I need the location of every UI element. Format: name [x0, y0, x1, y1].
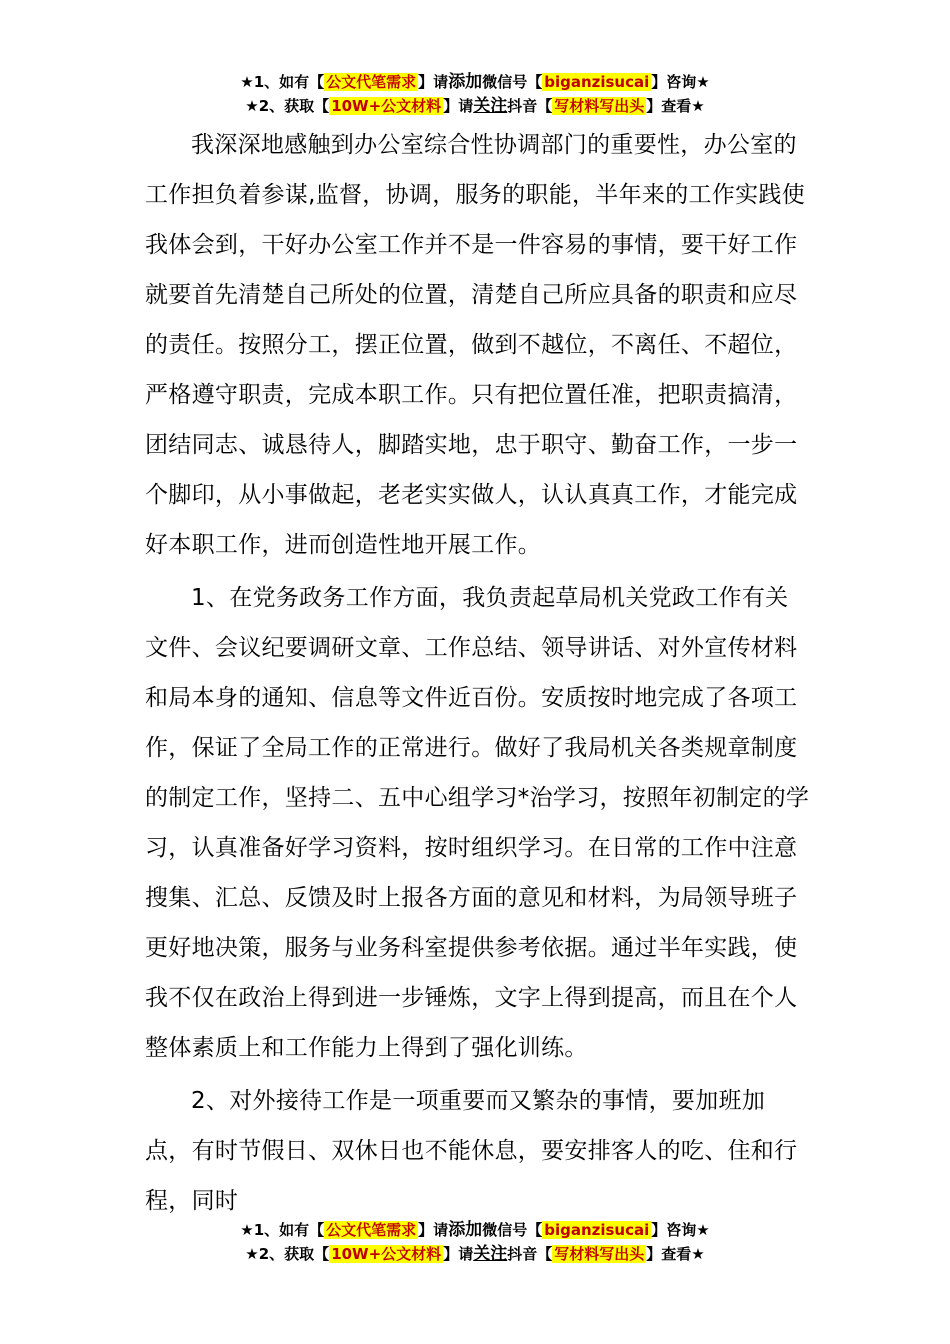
banner-text: 】请	[418, 73, 449, 91]
star-icon: ★	[691, 1245, 705, 1263]
highlight-text: 10W+公文材料	[331, 97, 442, 115]
banner-line-2	[0, 1242, 950, 1266]
banner-text: 】咨询	[651, 1221, 697, 1239]
star-icon: ★	[696, 1221, 710, 1239]
banner-text: 】请	[418, 1221, 449, 1239]
emphasis-text: 添加	[448, 72, 483, 92]
highlight-text: 公文代笔需求	[326, 73, 417, 91]
douyin-id: 写材料写出头	[554, 1245, 645, 1263]
star-icon: ★	[696, 73, 710, 91]
header-banner	[0, 70, 950, 118]
banner-text: 微信号【	[482, 1221, 543, 1239]
banner-line-1	[0, 70, 950, 94]
star-icon: ★	[691, 97, 705, 115]
banner-text: 抖音【	[507, 97, 553, 115]
emphasis-text: 关注	[473, 96, 508, 116]
emphasis-text: 关注	[473, 1244, 508, 1264]
star-icon: ★	[245, 97, 259, 115]
highlight-text: 10W+公文材料	[331, 1245, 442, 1263]
footer-banner	[0, 1218, 950, 1266]
banner-line-1	[0, 1218, 950, 1242]
paragraph: 2、对外接待工作是一项重要而又繁杂的事情，要加班加点，有时节假日、双休日也不能休息，要安排客人的吃、住和行程，同时	[145, 1088, 798, 1214]
banner-line-2	[0, 94, 950, 118]
banner-text: 】请	[443, 97, 474, 115]
banner-text: 】查看	[646, 97, 692, 115]
paragraph: 1、在党务政务工作方面，我负责起草局机关党政工作有关文件、会议纪要调研文章、工作总结、领导讲话、对外宣传材料和局本身的通知、信息等文件近百份。安质按时地完成了各项工作，保证了全局工作的正常进行。做好了我局机关各类规章制度的制定工作，坚持二、五中心组学习*治学习，按照年初制定的学习，认真准备好学习资料，按时组织学习。在日常的工作中注意搜集、汇总、反馈及时上报各方面的意见和材料，为局领导班子更好地决策，服务与业务科室提供参考依据。通过半年实践，使我不仅在政治上得到进一步锤炼，文字上得到提高，而且在个人整体素质上和工作能力上得到了强化训练。	[145, 585, 810, 1061]
star-icon: ★	[240, 1221, 254, 1239]
highlight-text: 公文代笔需求	[326, 1221, 417, 1239]
banner-text: 微信号【	[482, 73, 543, 91]
paragraph: 我深深地感触到办公室综合性协调部门的重要性，办公室的工作担负着参谋,监督，协调，服务的职能，半年来的工作实践使我体会到，干好办公室工作并不是一件容易的事情，要干好工作就要首先清楚自己所处的位置，清楚自己所应具备的职责和应尽的责任。按照分工，摆正位置，做到不越位，不离任、不超位，严格遵守职责，完成本职工作。只有把位置任准，把职责搞清，团结同志、诚恳待人，脚踏实地，忠于职守、勤奋工作，一步一个脚印，从小事做起，老老实实做人，认认真真工作，才能完成好本职工作，进而创造性地开展工作。	[145, 132, 806, 558]
wechat-id: biganzisucai	[544, 1221, 650, 1239]
document-body	[145, 120, 810, 1226]
star-icon: ★	[240, 73, 254, 91]
banner-text: 2、获取【	[258, 97, 330, 115]
banner-text: 】请	[443, 1245, 474, 1263]
banner-text: 1、如有【	[253, 73, 325, 91]
douyin-id: 写材料写出头	[554, 97, 645, 115]
emphasis-text: 添加	[448, 1220, 483, 1240]
banner-text: 1、如有【	[253, 1221, 325, 1239]
banner-text: 】查看	[646, 1245, 692, 1263]
banner-text: 抖音【	[507, 1245, 553, 1263]
wechat-id: biganzisucai	[544, 73, 650, 91]
banner-text: 2、获取【	[258, 1245, 330, 1263]
star-icon: ★	[245, 1245, 259, 1263]
banner-text: 】咨询	[651, 73, 697, 91]
